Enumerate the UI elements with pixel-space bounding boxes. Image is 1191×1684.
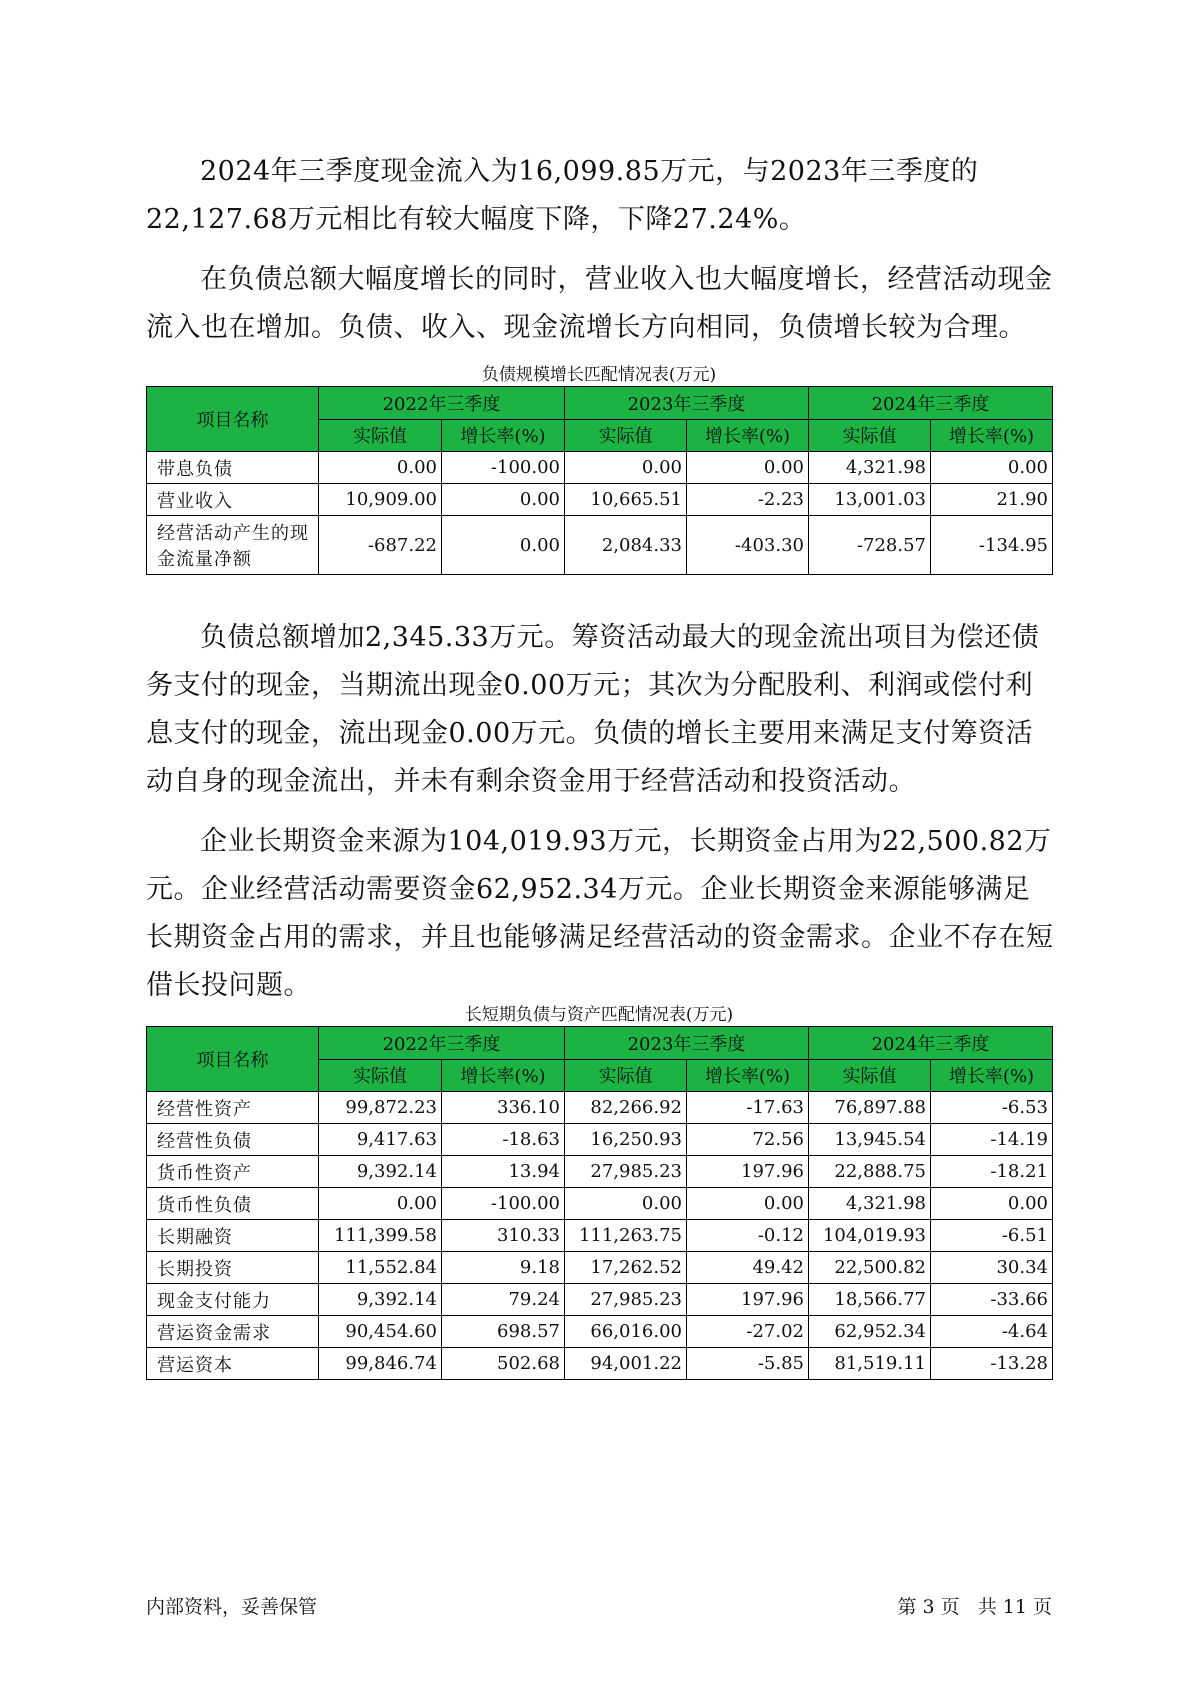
cell-actual-value: 13,945.54 xyxy=(809,1124,931,1156)
header-actual: 实际值 xyxy=(319,1059,442,1092)
cell-growth-rate: -6.53 xyxy=(931,1092,1053,1124)
table-row xyxy=(147,1252,1053,1284)
cell-actual-value: 90,454.60 xyxy=(319,1316,442,1348)
cell-growth-rate: 197.96 xyxy=(687,1156,809,1188)
table-row xyxy=(147,516,1053,575)
paragraph-debt-growth: 在负债总额大幅度增长的同时，营业收入也大幅度增长，经营活动现金流入也在增加。负债、收入、现金流增长方向相同，负债增长较为合理。 xyxy=(146,264,1053,343)
cell-growth-rate: -18.63 xyxy=(442,1124,565,1156)
cell-actual-value: 17,262.52 xyxy=(565,1252,687,1284)
asset-liability-table xyxy=(146,1026,1053,1380)
cell-actual-value: 27,985.23 xyxy=(565,1156,687,1188)
cell-actual-value: 18,566.77 xyxy=(809,1284,931,1316)
cell-actual-value: 66,016.00 xyxy=(565,1316,687,1348)
header-growth: 增长率(%) xyxy=(687,419,809,452)
row-label: 经营性资产 xyxy=(147,1092,319,1124)
cell-growth-rate: -6.51 xyxy=(931,1220,1053,1252)
cell-growth-rate: 72.56 xyxy=(687,1124,809,1156)
cell-growth-rate: -2.23 xyxy=(687,484,809,516)
cell-growth-rate: 0.00 xyxy=(931,452,1053,484)
header-period: 2022年三季度 xyxy=(319,1027,565,1060)
row-label: 营运资本 xyxy=(147,1348,319,1380)
cell-actual-value: 16,250.93 xyxy=(565,1124,687,1156)
header-growth: 增长率(%) xyxy=(931,419,1053,452)
row-label: 货币性资产 xyxy=(147,1156,319,1188)
cell-growth-rate: 13.94 xyxy=(442,1156,565,1188)
cell-actual-value: 94,001.22 xyxy=(565,1348,687,1380)
header-growth: 增长率(%) xyxy=(442,1059,565,1092)
cell-growth-rate: 197.96 xyxy=(687,1284,809,1316)
cell-growth-rate: 30.34 xyxy=(931,1252,1053,1284)
cell-growth-rate: -100.00 xyxy=(442,1188,565,1220)
paragraph-long-term-funds: 企业长期资金来源为104,019.93万元，长期资金占用为22,500.82万元。企业经营活动需要资金62,952.34万元。企业长期资金来源能够满足长期资金占用的需求，并且也能够满足经营活动的资金需求。企业不存在短借长投问题。 xyxy=(146,826,1054,1001)
header-period: 2023年三季度 xyxy=(565,387,809,420)
cell-growth-rate: -100.00 xyxy=(442,452,565,484)
header-actual: 实际值 xyxy=(565,1059,687,1092)
cell-actual-value: 9,392.14 xyxy=(319,1156,442,1188)
cell-growth-rate: 0.00 xyxy=(931,1188,1053,1220)
cell-growth-rate: -18.21 xyxy=(931,1156,1053,1188)
table-row xyxy=(147,1092,1053,1124)
cell-growth-rate: -4.64 xyxy=(931,1316,1053,1348)
cell-actual-value: 4,321.98 xyxy=(809,452,931,484)
cell-growth-rate: -17.63 xyxy=(687,1092,809,1124)
header-period: 2023年三季度 xyxy=(565,1027,809,1060)
cell-actual-value: 10,909.00 xyxy=(319,484,442,516)
cell-actual-value: 0.00 xyxy=(319,452,442,484)
cell-actual-value: 22,500.82 xyxy=(809,1252,931,1284)
cell-actual-value: 27,985.23 xyxy=(565,1284,687,1316)
cell-actual-value: 81,519.11 xyxy=(809,1348,931,1380)
cell-growth-rate: 79.24 xyxy=(442,1284,565,1316)
table-row xyxy=(147,1220,1053,1252)
cell-actual-value: 0.00 xyxy=(319,1188,442,1220)
row-label: 营运资金需求 xyxy=(147,1316,319,1348)
cell-actual-value: 0.00 xyxy=(565,452,687,484)
cell-growth-rate: -403.30 xyxy=(687,516,809,575)
header-growth: 增长率(%) xyxy=(442,419,565,452)
cell-actual-value: 99,846.74 xyxy=(319,1348,442,1380)
row-label: 带息负债 xyxy=(147,452,319,484)
row-label: 经营性负债 xyxy=(147,1124,319,1156)
cell-growth-rate: 21.90 xyxy=(931,484,1053,516)
header-period: 2024年三季度 xyxy=(809,1027,1053,1060)
cell-growth-rate: -13.28 xyxy=(931,1348,1053,1380)
table-row xyxy=(147,1188,1053,1220)
cell-growth-rate: 9.18 xyxy=(442,1252,565,1284)
paragraph-cash-inflow: 2024年三季度现金流入为16,099.85万元，与2023年三季度的22,127.68万元相比有较大幅度下降，下降27.24%。 xyxy=(146,156,979,235)
cell-actual-value: -728.57 xyxy=(809,516,931,575)
cell-growth-rate: 0.00 xyxy=(442,484,565,516)
cell-growth-rate: 502.68 xyxy=(442,1348,565,1380)
row-label: 经营活动产生的现金流量净额 xyxy=(147,516,319,575)
cell-growth-rate: -14.19 xyxy=(931,1124,1053,1156)
cell-growth-rate: -134.95 xyxy=(931,516,1053,575)
header-growth: 增长率(%) xyxy=(931,1059,1053,1092)
cell-actual-value: 99,872.23 xyxy=(319,1092,442,1124)
table-row xyxy=(147,1156,1053,1188)
cell-actual-value: 62,952.34 xyxy=(809,1316,931,1348)
header-actual: 实际值 xyxy=(319,419,442,452)
cell-growth-rate: -33.66 xyxy=(931,1284,1053,1316)
cell-actual-value: 82,266.92 xyxy=(565,1092,687,1124)
header-actual: 实际值 xyxy=(809,1059,931,1092)
table2-caption: 长短期负债与资产匹配情况表(万元) xyxy=(464,1005,734,1025)
cell-actual-value: 9,392.14 xyxy=(319,1284,442,1316)
cell-actual-value: 9,417.63 xyxy=(319,1124,442,1156)
table-row xyxy=(147,452,1053,484)
footer-confidential: 内部资料，妥善保管 xyxy=(146,1596,318,1618)
footer-page-number: 第 3 页 共 11 页 xyxy=(897,1596,1052,1618)
cell-actual-value: 10,665.51 xyxy=(565,484,687,516)
cell-growth-rate: 0.00 xyxy=(687,452,809,484)
cell-actual-value: 0.00 xyxy=(565,1188,687,1220)
row-label: 营业收入 xyxy=(147,484,319,516)
table-row xyxy=(147,1316,1053,1348)
header-period: 2024年三季度 xyxy=(809,387,1053,420)
header-actual: 实际值 xyxy=(809,419,931,452)
table-row xyxy=(147,1284,1053,1316)
cell-actual-value: 2,084.33 xyxy=(565,516,687,575)
cell-growth-rate: 49.42 xyxy=(687,1252,809,1284)
debt-scale-table xyxy=(146,386,1053,575)
cell-actual-value: 76,897.88 xyxy=(809,1092,931,1124)
table1-caption: 负债规模增长匹配情况表(万元) xyxy=(481,365,717,385)
cell-actual-value: 4,321.98 xyxy=(809,1188,931,1220)
row-label: 现金支付能力 xyxy=(147,1284,319,1316)
cell-actual-value: 22,888.75 xyxy=(809,1156,931,1188)
header-item-name: 项目名称 xyxy=(147,387,319,452)
cell-growth-rate: -5.85 xyxy=(687,1348,809,1380)
table-row xyxy=(147,1124,1053,1156)
cell-actual-value: -687.22 xyxy=(319,516,442,575)
table-row xyxy=(147,484,1053,516)
cell-growth-rate: 336.10 xyxy=(442,1092,565,1124)
header-item-name: 项目名称 xyxy=(147,1027,319,1092)
cell-growth-rate: 698.57 xyxy=(442,1316,565,1348)
cell-growth-rate: 0.00 xyxy=(442,516,565,575)
cell-actual-value: 104,019.93 xyxy=(809,1220,931,1252)
cell-growth-rate: -0.12 xyxy=(687,1220,809,1252)
table-row xyxy=(147,1348,1053,1380)
header-period: 2022年三季度 xyxy=(319,387,565,420)
cell-growth-rate: 0.00 xyxy=(687,1188,809,1220)
row-label: 长期投资 xyxy=(147,1252,319,1284)
row-label: 长期融资 xyxy=(147,1220,319,1252)
cell-actual-value: 111,263.75 xyxy=(565,1220,687,1252)
cell-actual-value: 111,399.58 xyxy=(319,1220,442,1252)
row-label: 货币性负债 xyxy=(147,1188,319,1220)
cell-growth-rate: -27.02 xyxy=(687,1316,809,1348)
cell-actual-value: 13,001.03 xyxy=(809,484,931,516)
paragraph-financing: 负债总额增加2,345.33万元。筹资活动最大的现金流出项目为偿还债务支付的现金，当期流出现金0.00万元；其次为分配股利、利润或偿付利息支付的现金，流出现金0.00万元。负债的增长主要用来满足支付筹资活动自身的现金流出，并未有剩余资金用于经营活动和投资活动。 xyxy=(146,622,1040,797)
cell-growth-rate: 310.33 xyxy=(442,1220,565,1252)
cell-actual-value: 11,552.84 xyxy=(319,1252,442,1284)
header-growth: 增长率(%) xyxy=(687,1059,809,1092)
header-actual: 实际值 xyxy=(565,419,687,452)
